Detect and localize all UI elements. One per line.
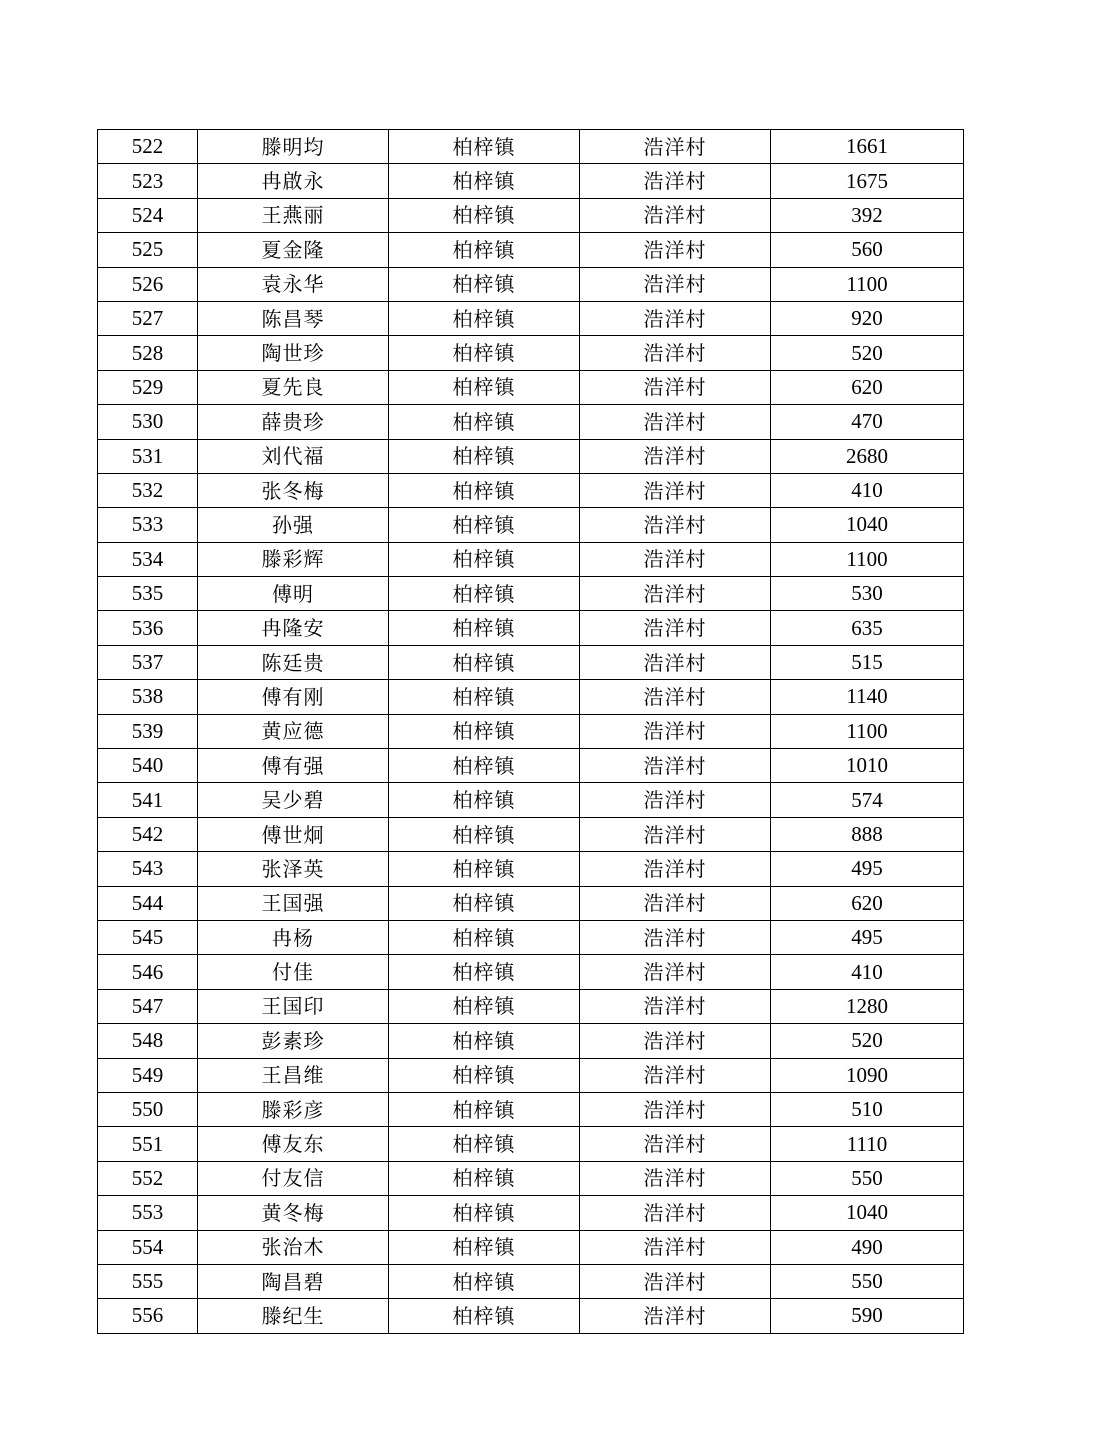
amount-cell: 1100 — [771, 267, 964, 301]
village-cell: 浩洋村 — [580, 886, 771, 920]
table-row — [98, 370, 964, 404]
town-cell: 柏梓镇 — [389, 1092, 580, 1126]
village-cell: 浩洋村 — [580, 405, 771, 439]
village-cell: 浩洋村 — [580, 473, 771, 507]
amount-cell: 635 — [771, 611, 964, 645]
data-table — [97, 129, 964, 1334]
amount-cell: 520 — [771, 1024, 964, 1058]
row-number-cell: 539 — [98, 714, 198, 748]
table-row — [98, 714, 964, 748]
table-row — [98, 1264, 964, 1298]
village-cell: 浩洋村 — [580, 370, 771, 404]
row-number-cell: 532 — [98, 473, 198, 507]
amount-cell: 392 — [771, 198, 964, 232]
table-row — [98, 336, 964, 370]
amount-cell: 550 — [771, 1161, 964, 1195]
town-cell: 柏梓镇 — [389, 955, 580, 989]
amount-cell: 550 — [771, 1264, 964, 1298]
amount-cell: 1675 — [771, 164, 964, 198]
town-cell: 柏梓镇 — [389, 714, 580, 748]
name-cell: 滕明均 — [198, 130, 389, 164]
village-cell: 浩洋村 — [580, 749, 771, 783]
town-cell: 柏梓镇 — [389, 473, 580, 507]
row-number-cell: 537 — [98, 645, 198, 679]
row-number-cell: 543 — [98, 852, 198, 886]
row-number-cell: 541 — [98, 783, 198, 817]
table-row — [98, 405, 964, 439]
town-cell: 柏梓镇 — [389, 1161, 580, 1195]
row-number-cell: 549 — [98, 1058, 198, 1092]
village-cell: 浩洋村 — [580, 680, 771, 714]
town-cell: 柏梓镇 — [389, 1127, 580, 1161]
amount-cell: 510 — [771, 1092, 964, 1126]
table-row — [98, 783, 964, 817]
town-cell: 柏梓镇 — [389, 1196, 580, 1230]
amount-cell: 1100 — [771, 542, 964, 576]
town-cell: 柏梓镇 — [389, 233, 580, 267]
table-row — [98, 577, 964, 611]
row-number-cell: 544 — [98, 886, 198, 920]
table-row — [98, 1127, 964, 1161]
row-number-cell: 553 — [98, 1196, 198, 1230]
table-row — [98, 680, 964, 714]
amount-cell: 1140 — [771, 680, 964, 714]
village-cell: 浩洋村 — [580, 1196, 771, 1230]
row-number-cell: 546 — [98, 955, 198, 989]
name-cell: 王燕丽 — [198, 198, 389, 232]
table-row — [98, 130, 964, 164]
village-cell: 浩洋村 — [580, 645, 771, 679]
name-cell: 王国强 — [198, 886, 389, 920]
amount-cell: 888 — [771, 817, 964, 851]
town-cell: 柏梓镇 — [389, 749, 580, 783]
town-cell: 柏梓镇 — [389, 508, 580, 542]
amount-cell: 920 — [771, 301, 964, 335]
row-number-cell: 550 — [98, 1092, 198, 1126]
table-row — [98, 301, 964, 335]
table-row — [98, 164, 964, 198]
amount-cell: 560 — [771, 233, 964, 267]
row-number-cell: 535 — [98, 577, 198, 611]
amount-cell: 1280 — [771, 989, 964, 1023]
row-number-cell: 547 — [98, 989, 198, 1023]
town-cell: 柏梓镇 — [389, 267, 580, 301]
town-cell: 柏梓镇 — [389, 336, 580, 370]
town-cell: 柏梓镇 — [389, 680, 580, 714]
name-cell: 夏先良 — [198, 370, 389, 404]
amount-cell: 490 — [771, 1230, 964, 1264]
village-cell: 浩洋村 — [580, 1127, 771, 1161]
village-cell: 浩洋村 — [580, 577, 771, 611]
table-row — [98, 508, 964, 542]
table-body — [98, 130, 964, 1334]
table-row — [98, 198, 964, 232]
village-cell: 浩洋村 — [580, 508, 771, 542]
town-cell: 柏梓镇 — [389, 783, 580, 817]
row-number-cell: 528 — [98, 336, 198, 370]
village-cell: 浩洋村 — [580, 439, 771, 473]
name-cell: 薛贵珍 — [198, 405, 389, 439]
amount-cell: 620 — [771, 886, 964, 920]
name-cell: 孙强 — [198, 508, 389, 542]
table-row — [98, 749, 964, 783]
table-row — [98, 886, 964, 920]
table-row — [98, 542, 964, 576]
town-cell: 柏梓镇 — [389, 852, 580, 886]
row-number-cell: 555 — [98, 1264, 198, 1298]
table-row — [98, 1196, 964, 1230]
town-cell: 柏梓镇 — [389, 989, 580, 1023]
amount-cell: 1090 — [771, 1058, 964, 1092]
name-cell: 傅明 — [198, 577, 389, 611]
town-cell: 柏梓镇 — [389, 130, 580, 164]
amount-cell: 410 — [771, 955, 964, 989]
row-number-cell: 525 — [98, 233, 198, 267]
town-cell: 柏梓镇 — [389, 1024, 580, 1058]
amount-cell: 590 — [771, 1299, 964, 1333]
amount-cell: 2680 — [771, 439, 964, 473]
name-cell: 张冬梅 — [198, 473, 389, 507]
name-cell: 滕彩彦 — [198, 1092, 389, 1126]
town-cell: 柏梓镇 — [389, 439, 580, 473]
row-number-cell: 556 — [98, 1299, 198, 1333]
row-number-cell: 534 — [98, 542, 198, 576]
amount-cell: 1040 — [771, 508, 964, 542]
village-cell: 浩洋村 — [580, 714, 771, 748]
name-cell: 冉杨 — [198, 920, 389, 954]
town-cell: 柏梓镇 — [389, 817, 580, 851]
name-cell: 傅有刚 — [198, 680, 389, 714]
amount-cell: 1100 — [771, 714, 964, 748]
amount-cell: 410 — [771, 473, 964, 507]
village-cell: 浩洋村 — [580, 817, 771, 851]
row-number-cell: 527 — [98, 301, 198, 335]
table-row — [98, 989, 964, 1023]
name-cell: 陶世珍 — [198, 336, 389, 370]
name-cell: 陶昌碧 — [198, 1264, 389, 1298]
name-cell: 付友信 — [198, 1161, 389, 1195]
amount-cell: 1040 — [771, 1196, 964, 1230]
town-cell: 柏梓镇 — [389, 164, 580, 198]
table-row — [98, 473, 964, 507]
table-row — [98, 920, 964, 954]
village-cell: 浩洋村 — [580, 1230, 771, 1264]
town-cell: 柏梓镇 — [389, 198, 580, 232]
name-cell: 袁永华 — [198, 267, 389, 301]
name-cell: 傅有强 — [198, 749, 389, 783]
name-cell: 滕纪生 — [198, 1299, 389, 1333]
village-cell: 浩洋村 — [580, 198, 771, 232]
row-number-cell: 530 — [98, 405, 198, 439]
village-cell: 浩洋村 — [580, 1161, 771, 1195]
row-number-cell: 524 — [98, 198, 198, 232]
amount-cell: 620 — [771, 370, 964, 404]
table-row — [98, 267, 964, 301]
name-cell: 夏金隆 — [198, 233, 389, 267]
amount-cell: 495 — [771, 852, 964, 886]
name-cell: 黄冬梅 — [198, 1196, 389, 1230]
name-cell: 彭素珍 — [198, 1024, 389, 1058]
name-cell: 付佳 — [198, 955, 389, 989]
town-cell: 柏梓镇 — [389, 920, 580, 954]
amount-cell: 495 — [771, 920, 964, 954]
village-cell: 浩洋村 — [580, 233, 771, 267]
row-number-cell: 531 — [98, 439, 198, 473]
town-cell: 柏梓镇 — [389, 370, 580, 404]
amount-cell: 1661 — [771, 130, 964, 164]
name-cell: 陈廷贵 — [198, 645, 389, 679]
name-cell: 冉隆安 — [198, 611, 389, 645]
town-cell: 柏梓镇 — [389, 611, 580, 645]
name-cell: 张治木 — [198, 1230, 389, 1264]
name-cell: 陈昌琴 — [198, 301, 389, 335]
row-number-cell: 523 — [98, 164, 198, 198]
amount-cell: 520 — [771, 336, 964, 370]
row-number-cell: 554 — [98, 1230, 198, 1264]
town-cell: 柏梓镇 — [389, 542, 580, 576]
amount-cell: 1110 — [771, 1127, 964, 1161]
town-cell: 柏梓镇 — [389, 301, 580, 335]
name-cell: 王国印 — [198, 989, 389, 1023]
village-cell: 浩洋村 — [580, 1264, 771, 1298]
table-row — [98, 1092, 964, 1126]
town-cell: 柏梓镇 — [389, 886, 580, 920]
village-cell: 浩洋村 — [580, 1092, 771, 1126]
row-number-cell: 542 — [98, 817, 198, 851]
town-cell: 柏梓镇 — [389, 1264, 580, 1298]
town-cell: 柏梓镇 — [389, 1058, 580, 1092]
table-row — [98, 1161, 964, 1195]
village-cell: 浩洋村 — [580, 1299, 771, 1333]
table-row — [98, 817, 964, 851]
town-cell: 柏梓镇 — [389, 645, 580, 679]
amount-cell: 1010 — [771, 749, 964, 783]
table-row — [98, 439, 964, 473]
village-cell: 浩洋村 — [580, 1058, 771, 1092]
village-cell: 浩洋村 — [580, 542, 771, 576]
amount-cell: 530 — [771, 577, 964, 611]
row-number-cell: 551 — [98, 1127, 198, 1161]
amount-cell: 574 — [771, 783, 964, 817]
name-cell: 傅世炯 — [198, 817, 389, 851]
amount-cell: 515 — [771, 645, 964, 679]
village-cell: 浩洋村 — [580, 989, 771, 1023]
village-cell: 浩洋村 — [580, 783, 771, 817]
name-cell: 吴少碧 — [198, 783, 389, 817]
name-cell: 张泽英 — [198, 852, 389, 886]
village-cell: 浩洋村 — [580, 852, 771, 886]
town-cell: 柏梓镇 — [389, 405, 580, 439]
village-cell: 浩洋村 — [580, 267, 771, 301]
table-row — [98, 1024, 964, 1058]
row-number-cell: 552 — [98, 1161, 198, 1195]
name-cell: 王昌维 — [198, 1058, 389, 1092]
row-number-cell: 536 — [98, 611, 198, 645]
row-number-cell: 526 — [98, 267, 198, 301]
name-cell: 冉啟永 — [198, 164, 389, 198]
row-number-cell: 545 — [98, 920, 198, 954]
row-number-cell: 533 — [98, 508, 198, 542]
table-row — [98, 1230, 964, 1264]
village-cell: 浩洋村 — [580, 611, 771, 645]
village-cell: 浩洋村 — [580, 920, 771, 954]
name-cell: 黄应德 — [198, 714, 389, 748]
row-number-cell: 529 — [98, 370, 198, 404]
village-cell: 浩洋村 — [580, 336, 771, 370]
village-cell: 浩洋村 — [580, 1024, 771, 1058]
town-cell: 柏梓镇 — [389, 1230, 580, 1264]
town-cell: 柏梓镇 — [389, 577, 580, 611]
village-cell: 浩洋村 — [580, 955, 771, 989]
table-row — [98, 955, 964, 989]
name-cell: 滕彩辉 — [198, 542, 389, 576]
row-number-cell: 522 — [98, 130, 198, 164]
village-cell: 浩洋村 — [580, 130, 771, 164]
table-row — [98, 1299, 964, 1333]
town-cell: 柏梓镇 — [389, 1299, 580, 1333]
row-number-cell: 548 — [98, 1024, 198, 1058]
table-row — [98, 645, 964, 679]
village-cell: 浩洋村 — [580, 164, 771, 198]
village-cell: 浩洋村 — [580, 301, 771, 335]
amount-cell: 470 — [771, 405, 964, 439]
table-row — [98, 611, 964, 645]
table-row — [98, 233, 964, 267]
table-row — [98, 852, 964, 886]
table-row — [98, 1058, 964, 1092]
row-number-cell: 540 — [98, 749, 198, 783]
name-cell: 刘代福 — [198, 439, 389, 473]
name-cell: 傅友东 — [198, 1127, 389, 1161]
row-number-cell: 538 — [98, 680, 198, 714]
